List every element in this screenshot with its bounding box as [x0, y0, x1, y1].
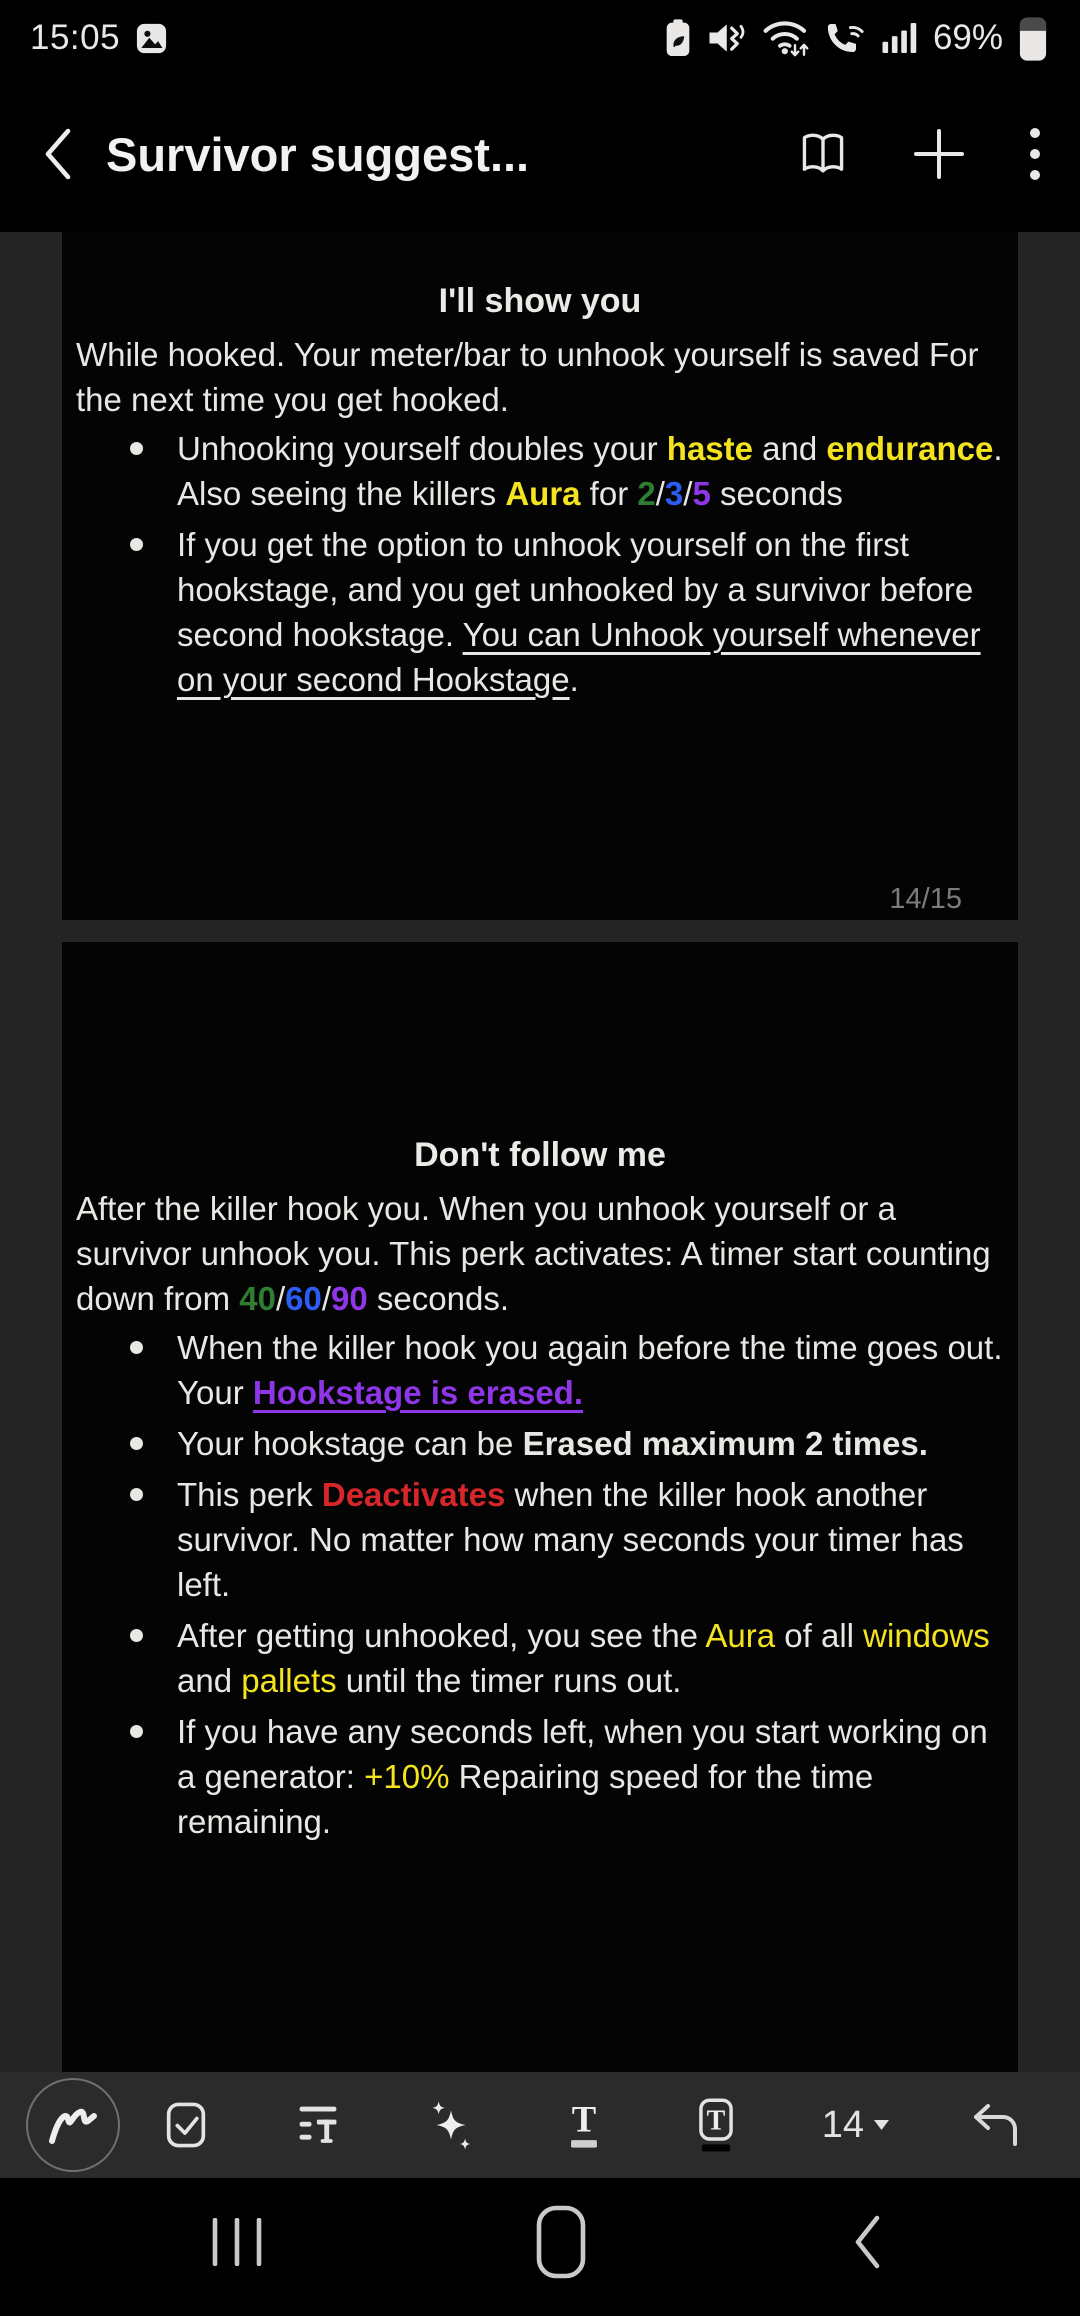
text-segment: Repairing speed for the time remaining.	[177, 1758, 874, 1840]
battery-icon	[1016, 13, 1050, 63]
text-segment: Your hookstage can be	[177, 1425, 523, 1462]
text-segment: pallets	[241, 1662, 337, 1699]
nav-back-icon	[852, 2214, 882, 2270]
text-segment: 90	[331, 1280, 368, 1317]
text-segment: While hooked. Your meter/bar to unhook yourself is saved For the next time you get hooked.	[76, 336, 979, 418]
bullet-item	[76, 1421, 1004, 1466]
perk-description	[76, 332, 1004, 422]
back-button[interactable]	[22, 114, 92, 194]
perk-bullet-list	[76, 1325, 1004, 1844]
nav-back-button[interactable]	[852, 2214, 882, 2270]
mute-icon	[707, 18, 749, 58]
home-button[interactable]	[536, 2205, 586, 2279]
text-segment: endurance	[826, 430, 994, 467]
navigation-bar	[0, 2178, 1080, 2316]
back-chevron-icon	[39, 124, 75, 184]
perk-bullet-list	[76, 426, 1004, 702]
signal-icon	[880, 18, 920, 58]
handwriting-mode-button[interactable]	[26, 2078, 120, 2172]
text-segment: for	[580, 475, 638, 512]
paragraph-style-icon	[292, 2099, 344, 2151]
home-icon	[536, 2205, 586, 2279]
text-segment: when the killer hook another survivor. No matter how many seconds your timer has left.	[177, 1476, 964, 1603]
text-segment: until the timer runs out.	[336, 1662, 682, 1699]
text-segment: If you have any seconds left, when you start working on a generator:	[177, 1713, 988, 1795]
bullet-item	[76, 426, 1004, 516]
battery-saver-icon	[662, 18, 694, 58]
text-segment: /	[321, 1280, 332, 1317]
svg-text:T: T	[706, 2105, 726, 2137]
text-segment: 60	[285, 1280, 322, 1317]
perk-title: I'll show you	[438, 282, 642, 320]
paragraph-style-button[interactable]	[292, 2099, 344, 2151]
text-segment: Aura	[505, 475, 581, 512]
more-options-button[interactable]	[1028, 126, 1042, 182]
text-segment: When the killer hook you again before the time goes out. Your	[177, 1329, 1003, 1411]
text-segment: After getting unhooked, you see the	[177, 1617, 706, 1654]
text-segment: seconds	[710, 475, 843, 512]
app-header	[0, 76, 1080, 232]
text-segment: /	[275, 1280, 286, 1317]
text-segment: and	[177, 1662, 242, 1699]
checkbox-icon	[160, 2099, 212, 2151]
open-book-icon	[796, 128, 850, 180]
text-segment: If you get the option to unhook yourself on the first hookstage, and you get unhooked by a survivor before second hookstage.	[177, 526, 974, 653]
text-segment: of all	[775, 1617, 864, 1654]
add-page-button[interactable]	[912, 127, 966, 181]
text-segment: haste	[666, 430, 754, 467]
font-size-value: 14	[821, 2103, 865, 2146]
ai-assist-button[interactable]	[424, 2098, 478, 2152]
text-segment: Aura	[705, 1617, 776, 1654]
text-segment: Hookstage is erased.	[252, 1374, 584, 1411]
text-segment: Erased maximum 2 times.	[522, 1425, 928, 1462]
bullet-item	[76, 522, 1004, 702]
header-actions	[796, 126, 1042, 182]
bullet-item	[76, 1325, 1004, 1415]
text-segment: .	[569, 661, 579, 698]
text-segment: Unhooking yourself doubles your	[177, 430, 667, 467]
text-segment: 5	[692, 475, 711, 512]
note-title: Survivor suggest...	[106, 127, 530, 181]
status-time: 15:05	[30, 18, 121, 57]
text-segment: +10%	[364, 1758, 450, 1795]
sparkles-icon	[424, 2098, 478, 2152]
text-segment: Deactivates	[321, 1476, 506, 1513]
reader-mode-button[interactable]	[796, 128, 850, 180]
text-segment: windows	[863, 1617, 990, 1654]
edit-toolbar	[0, 2072, 1080, 2178]
text-segment: /	[655, 475, 665, 512]
text-background-button[interactable]	[690, 2097, 742, 2153]
plus-icon	[912, 127, 966, 181]
text-segment: 2	[637, 475, 656, 512]
battery-percent: 69%	[932, 18, 1003, 57]
text-color-icon	[558, 2097, 610, 2153]
text-segment: . Also seeing the killers	[177, 430, 1003, 512]
recents-icon	[205, 2218, 269, 2266]
wifi-calling-icon	[823, 18, 867, 58]
svg-text:T: T	[571, 2098, 597, 2140]
page-indicator: 14/15	[889, 883, 962, 915]
text-segment: 3	[664, 475, 684, 512]
status-bar-left	[30, 18, 169, 58]
bullet-item	[76, 1613, 1004, 1703]
status-bar-right	[662, 13, 1050, 63]
kebab-menu-icon	[1028, 126, 1042, 182]
text-segment: and	[753, 430, 827, 467]
bullet-item	[76, 1472, 1004, 1607]
status-bar	[0, 0, 1080, 76]
bullet-item	[76, 1709, 1004, 1844]
undo-arrow-icon	[970, 2102, 1022, 2148]
boxed-text-icon	[690, 2097, 742, 2153]
undo-button[interactable]	[970, 2102, 1022, 2148]
text-segment: After the killer hook you. When you unhook yourself or a survivor unhook you. This perk activates: A timer start counting down from	[76, 1190, 991, 1317]
text-segment: This perk	[177, 1476, 322, 1513]
note-canvas	[0, 232, 1080, 2072]
pen-scribble-icon	[44, 2099, 102, 2151]
note-page-15[interactable]	[62, 942, 1018, 2072]
perk-description	[76, 1186, 1004, 1321]
perk-title: Don't follow me	[414, 1136, 666, 1174]
text-segment: /	[683, 475, 693, 512]
text-segment: You can Unhook yourself whenever on your second Hookstage	[177, 616, 981, 698]
text-color-button[interactable]	[558, 2097, 610, 2153]
gallery-notification-icon	[134, 21, 169, 56]
font-size-dropdown[interactable]	[822, 2104, 890, 2147]
wifi-icon	[762, 17, 810, 59]
text-segment: 40	[239, 1280, 276, 1317]
recents-button[interactable]	[205, 2218, 269, 2266]
checklist-button[interactable]	[160, 2099, 212, 2151]
text-segment: seconds.	[367, 1280, 509, 1317]
toolbar-buttons	[120, 2097, 1062, 2153]
note-page-14[interactable]	[62, 232, 1018, 920]
dropdown-arrow-icon	[873, 2119, 890, 2131]
